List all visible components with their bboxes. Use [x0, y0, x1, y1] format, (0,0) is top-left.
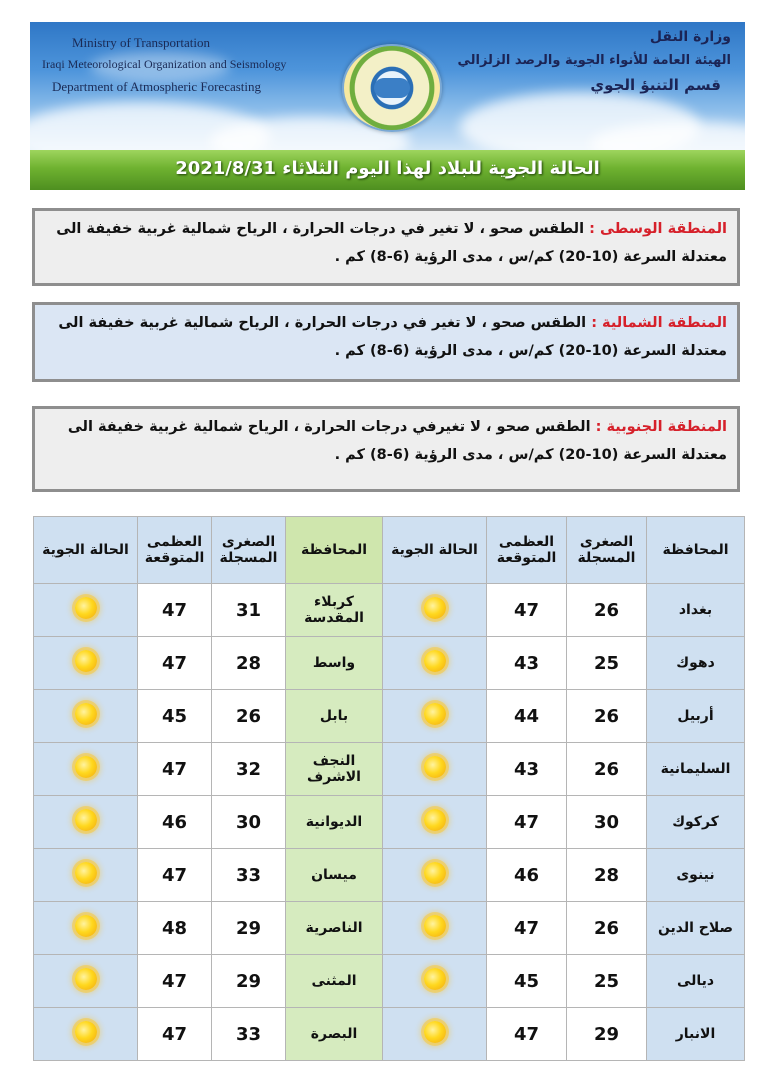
region-central-name: المنطقة الوسطى :: [589, 221, 727, 237]
weather-status-cell: [34, 955, 138, 1008]
governorate-cell: دهوك: [647, 637, 745, 690]
governorate-cell: البصرة: [286, 1008, 383, 1061]
governorate-cell: الديوانية: [286, 796, 383, 849]
weather-status-cell: [383, 690, 487, 743]
sun-icon: [75, 809, 97, 831]
weather-status-cell: [34, 796, 138, 849]
governorate-cell: المثنى: [286, 955, 383, 1008]
max-temp-cell: 47: [487, 902, 567, 955]
header-min-left: الصغرى المسجلة: [212, 517, 286, 584]
weather-status-cell: [383, 743, 487, 796]
min-temp-cell: 31: [212, 584, 286, 637]
max-temp-cell: 47: [138, 849, 212, 902]
sun-icon: [424, 915, 446, 937]
governorate-cell: واسط: [286, 637, 383, 690]
table-row: [34, 849, 745, 902]
min-temp-cell: 28: [567, 849, 647, 902]
sun-icon: [75, 597, 97, 619]
organization-logo: [342, 44, 442, 132]
min-temp-cell: 32: [212, 743, 286, 796]
region-central: [32, 208, 740, 286]
header-ar-organization: الهيئة العامة للأنواء الجوية والرصد الزلزالي: [457, 53, 731, 68]
sun-icon: [424, 650, 446, 672]
governorate-cell: ديالى: [647, 955, 745, 1008]
sun-icon: [75, 862, 97, 884]
table-row: [34, 637, 745, 690]
min-temp-cell: 30: [212, 796, 286, 849]
min-temp-cell: 25: [567, 955, 647, 1008]
min-temp-cell: 25: [567, 637, 647, 690]
min-temp-cell: 26: [567, 902, 647, 955]
max-temp-cell: 47: [138, 743, 212, 796]
sun-icon: [424, 597, 446, 619]
weather-status-cell: [383, 1008, 487, 1061]
page-title: الحالة الجوية للبلاد لهذا اليوم الثلاثاء 2021/8/31: [175, 158, 600, 179]
header-en-ministry: Ministry of Transportation: [72, 35, 210, 50]
min-temp-cell: 33: [212, 1008, 286, 1061]
min-temp-cell: 29: [212, 902, 286, 955]
header-status-left: الحالة الجوية: [34, 517, 138, 584]
sun-icon: [75, 756, 97, 778]
header-en-organization: Iraqi Meteorological Organization and Seismology: [42, 57, 287, 71]
region-northern-text: الطقس صحو ، لا تغير في درجات الحرارة ، الرياح شمالية غربية خفيفة الى معتدلة السرعة (10-20) كم/س ، مدى الرؤية (6-8) كم .: [58, 315, 727, 359]
weather-status-cell: [34, 849, 138, 902]
governorate-cell: السليمانية: [647, 743, 745, 796]
weather-status-cell: [34, 743, 138, 796]
sun-icon: [424, 809, 446, 831]
sun-icon: [75, 915, 97, 937]
max-temp-cell: 47: [487, 584, 567, 637]
max-temp-cell: 46: [138, 796, 212, 849]
weather-status-cell: [34, 1008, 138, 1061]
sun-icon: [75, 1021, 97, 1043]
table-header-row: [34, 517, 745, 584]
weather-status-cell: [34, 690, 138, 743]
weather-status-cell: [383, 796, 487, 849]
governorate-cell: بابل: [286, 690, 383, 743]
governorate-cell: كركوك: [647, 796, 745, 849]
min-temp-cell: 26: [567, 690, 647, 743]
governorate-cell: ميسان: [286, 849, 383, 902]
header-max-left: العظمى المتوقعة: [138, 517, 212, 584]
region-southern-name: المنطقة الجنوبية :: [595, 419, 727, 435]
table-row: [34, 902, 745, 955]
governorate-cell: كربلاء المقدسة: [286, 584, 383, 637]
weather-status-cell: [383, 849, 487, 902]
header-ar-ministry: وزارة النقل: [649, 29, 731, 45]
max-temp-cell: 45: [487, 955, 567, 1008]
sun-icon: [424, 1021, 446, 1043]
weather-table: [33, 516, 745, 1061]
region-northern-name: المنطقة الشمالية :: [591, 315, 727, 331]
min-temp-cell: 28: [212, 637, 286, 690]
min-temp-cell: 26: [212, 690, 286, 743]
table-row: [34, 690, 745, 743]
min-temp-cell: 29: [567, 1008, 647, 1061]
max-temp-cell: 47: [138, 637, 212, 690]
max-temp-cell: 44: [487, 690, 567, 743]
table-row: [34, 796, 745, 849]
min-temp-cell: 26: [567, 584, 647, 637]
weather-status-cell: [383, 955, 487, 1008]
header-max-right: العظمى المتوقعة: [487, 517, 567, 584]
min-temp-cell: 29: [212, 955, 286, 1008]
weather-status-cell: [34, 637, 138, 690]
max-temp-cell: 47: [138, 584, 212, 637]
min-temp-cell: 33: [212, 849, 286, 902]
header-gov-right: المحافظة: [647, 517, 745, 584]
region-central-text: الطقس صحو ، لا تغير في درجات الحرارة ، الرياح شمالية غربية خفيفة الى معتدلة السرعة (10-20) كم/س ، مدى الرؤية (6-8) كم .: [56, 221, 727, 265]
sun-icon: [424, 862, 446, 884]
title-bar: [30, 150, 745, 190]
header-banner: [30, 22, 745, 150]
min-temp-cell: 30: [567, 796, 647, 849]
max-temp-cell: 43: [487, 743, 567, 796]
governorate-cell: أربيل: [647, 690, 745, 743]
header-en-department: Department of Atmospheric Forecasting: [52, 79, 262, 94]
governorate-cell: نينوى: [647, 849, 745, 902]
max-temp-cell: 46: [487, 849, 567, 902]
max-temp-cell: 47: [138, 955, 212, 1008]
table-row: [34, 955, 745, 1008]
weather-status-cell: [34, 584, 138, 637]
sun-icon: [75, 968, 97, 990]
governorate-cell: النجف الاشرف: [286, 743, 383, 796]
region-northern: [32, 302, 740, 382]
header-gov-left: المحافظة: [286, 517, 383, 584]
header-status-right: الحالة الجوية: [383, 517, 487, 584]
region-southern: [32, 406, 740, 492]
sun-icon: [424, 968, 446, 990]
max-temp-cell: 45: [138, 690, 212, 743]
header-min-right: الصغرى المسجلة: [567, 517, 647, 584]
max-temp-cell: 47: [487, 796, 567, 849]
governorate-cell: بغداد: [647, 584, 745, 637]
table-row: [34, 584, 745, 637]
sun-icon: [424, 756, 446, 778]
weather-status-cell: [383, 902, 487, 955]
sun-icon: [424, 703, 446, 725]
max-temp-cell: 48: [138, 902, 212, 955]
sun-icon: [75, 703, 97, 725]
max-temp-cell: 47: [138, 1008, 212, 1061]
max-temp-cell: 47: [487, 1008, 567, 1061]
table-row: [34, 743, 745, 796]
governorate-cell: الناصرية: [286, 902, 383, 955]
sun-icon: [75, 650, 97, 672]
max-temp-cell: 43: [487, 637, 567, 690]
min-temp-cell: 26: [567, 743, 647, 796]
region-southern-text: الطقس صحو ، لا تغيرفي درجات الحرارة ، الرياح شمالية غربية خفيفة الى معتدلة السرعة (10-20) كم/س ، مدى الرؤية (6-8) كم .: [67, 419, 727, 463]
governorate-cell: الانبار: [647, 1008, 745, 1061]
weather-status-cell: [383, 637, 487, 690]
governorate-cell: صلاح الدين: [647, 902, 745, 955]
weather-status-cell: [383, 584, 487, 637]
header-ar-department: قسم التنبؤ الجوي: [590, 76, 721, 94]
table-row: [34, 1008, 745, 1061]
weather-status-cell: [34, 902, 138, 955]
